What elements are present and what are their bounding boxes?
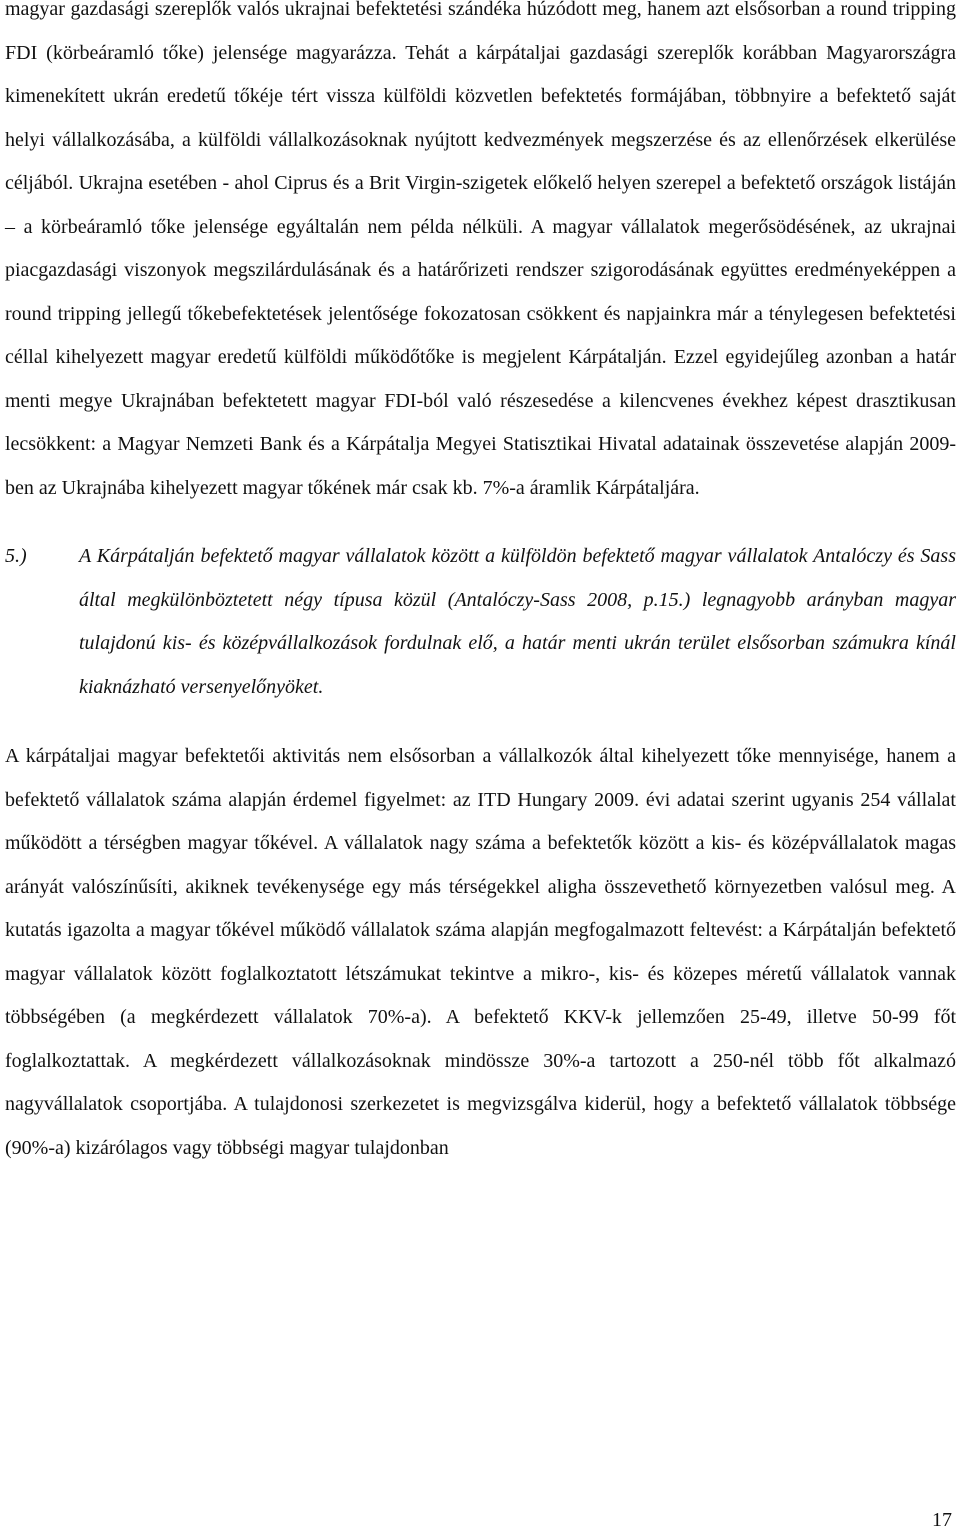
body-paragraph-2: A kárpátaljai magyar befektetői aktivitás nem elsősorban a vállalkozók által kihelyezett tőke mennyisége, hanem a befektető vállalatok száma alapján érdemel figyelmet: az ITD Hungary 2009. évi adatai szerint ugyanis 254 vállalat működött a térségben magyar tőkével. A vállalatok nagy száma a befektetők között a kis- és középvállalatok magas arányát valószínűsíti, akiknek tevékenysége egy más térségekkel aligha összevethető környezetben valósul meg. A kutatás igazolta a magyar tőkével működő vállalatok száma alapján megfogalmazott feltevést: a Kárpátalján befektető magyar vállalatok között foglalkoztatott létszámukat tekintve a mikro-, kis- és közepes méretű vállalatok vannak többségében (a megkérdezett vállalatok 70%-a). A befektető KKV-k jellemzően 25-49, illetve 50-99 főt foglalkoztattak. A megkérdezett vállalkozásoknak mindössze 30%-a tartozott a 250-nél több főt alkalmazó nagyvállalatok csoportjába. A tulajdonosi szerkezetet is megvizsgálva kiderül, hogy a befektető vállalatok többsége (90%-a) kizárólagos vagy többségi magyar tulajdonban xyxy=(5,745,956,1159)
numbered-item-5 xyxy=(5,535,956,709)
page-number: 17 xyxy=(932,1509,952,1531)
item-text: A Kárpátalján befektető magyar vállalatok között a külföldön befektető magyar vállalatok Antalóczy és Sass által megkülönböztetett négy típusa közül (Antalóczy-Sass 2008, p.15.) legnagyobb arányban magyar tulajdonú kis- és középvállalkozások fordulnak elő, a határ menti ukrán terület elsősorban számukra kínál kiaknázható versenyelőnyöket. xyxy=(79,545,956,698)
item-number: 5.) xyxy=(5,545,27,567)
document-page xyxy=(5,0,956,1170)
body-paragraph-1 xyxy=(5,0,956,510)
paragraph-1-text: magyar gazdasági szereplők valós ukrajnai befektetési szándéka húzódott meg, hanem azt elsősorban a round tripping FDI (körbeáramló tőke) jelensége magyarázza. Tehát a kárpátaljai gazdasági szereplők korábban Magyarországra kimenekített ukrán eredetű tőkéje tért vissza külföldi közvetlen befektetés formájában, többnyire a befektető saját helyi vállalkozásába, a külföldi vállalkozásoknak nyújtott kedvezmények megszerzése és az ellenőrzések elkerülése céljából. Ukrajna esetében - ahol Ciprus és a Brit Virgin-szigetek előkelő helyen szerepel a befektető országok listáján – a körbeáramló tőke jelensége egyáltalán nem példa nélküli. A magyar vállalatok megerősödésének, az ukrajnai piacgazdasági viszonyok megszilárdulásának és a határőrizeti rendszer szigorodásának együttes eredményeképpen a round tripping jellegű tőkebefektetések jelentősége fokozatosan csökkent és napjainkra már a ténylegesen befektetési céllal kihelyezett magyar eredetű külföldi működőtőke is megjelent Kárpátalján. Ezzel egyidejűleg azonban a határ menti megye Ukrajnában befektetett magyar FDI-ból való részesedése a kilencvenes évekhez képest drasztikusan lecsökkent: a Magyar Nemzeti Bank és a Kárpátalja Megyei Statisztikai Hivatal adatainak összevetése alapján 2009-ben az Ukrajnába kihelyezett magyar tőkének már csak kb. 7%-a áramlik Kárpátaljára. xyxy=(5,0,956,499)
